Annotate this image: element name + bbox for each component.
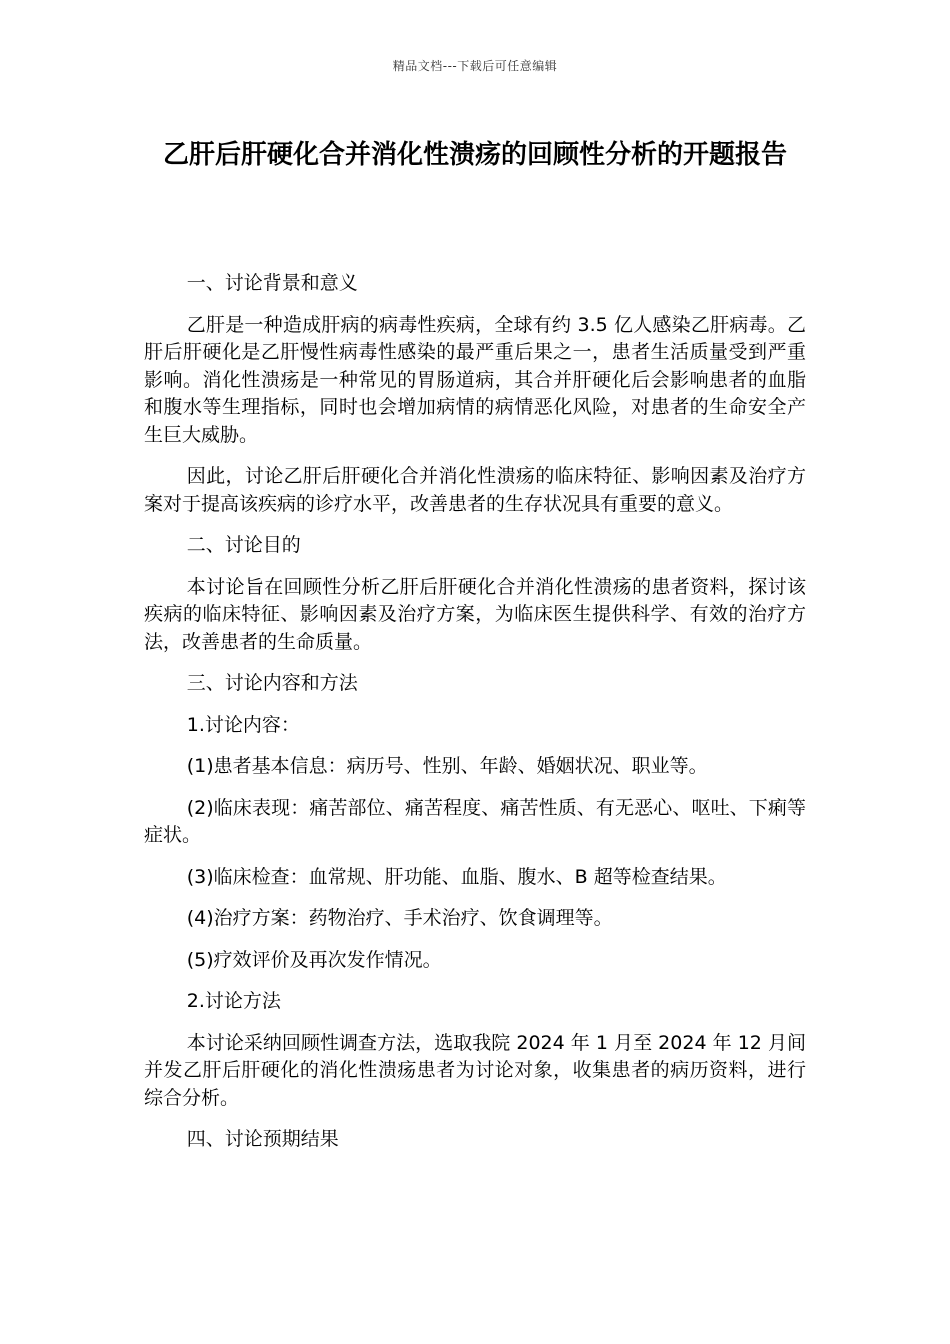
header-note: 精品文档---下载后可任意编辑	[392, 59, 558, 73]
section-heading-background: 一、讨论背景和意义	[186, 272, 358, 294]
list-item-efficacy: (5)疗效评价及再次发作情况。	[186, 948, 442, 971]
paragraph-background-2: 因此，讨论乙肝后肝硬化合并消化性溃疡的临床特征、影响因素及治疗方案对于提高该疾病的诊疗水平，改善患者的生存状况具有重要的意义。	[144, 465, 806, 515]
section-heading-purpose: 二、讨论目的	[186, 534, 301, 556]
paragraph-method: 本讨论采纳回顾性调查方法，选取我院 2024 年 1 月至 2024 年 12 月间并发乙肝后肝硬化的消化性溃疡患者为讨论对象，收集患者的病历资料，进行综合分析。	[144, 1031, 806, 1109]
list-item-treatment: (4)治疗方案：药物治疗、手术治疗、饮食调理等。	[186, 907, 613, 929]
section-heading-content-method: 三、讨论内容和方法	[186, 672, 358, 694]
subheading-content: 1.讨论内容：	[186, 713, 300, 736]
list-item-clinical-signs: (2)临床表现：痛苦部位、痛苦程度、痛苦性质、有无恶心、呕吐、下痢等症状。	[144, 796, 806, 846]
list-item-clinical-exam: (3)临床检查：血常规、肝功能、血脂、腹水、B 超等检查结果。	[186, 865, 727, 888]
subheading-method: 2.讨论方法	[186, 990, 281, 1012]
section-heading-expected-results: 四、讨论预期结果	[186, 1128, 339, 1150]
document-body	[144, 270, 806, 1168]
paragraph-background-1: 乙肝是一种造成肝病的病毒性疾病，全球有约 3.5 亿人感染乙肝病毒。乙肝后肝硬化是乙肝慢性病毒性感染的最严重后果之一，患者生活质量受到严重影响。消化性溃疡是一种常见的胃肠道病，其合并肝硬化后会影响患者的血脂和腹水等生理指标，同时也会增加病情的病情恶化风险，对患者的生命安全产生巨大威胁。	[144, 313, 806, 446]
document-title: 乙肝后肝硬化合并消化性溃疡的回顾性分析的开题报告	[162, 140, 787, 170]
paragraph-purpose: 本讨论旨在回顾性分析乙肝后肝硬化合并消化性溃疡的患者资料，探讨该疾病的临床特征、影响因素及治疗方案，为临床医生提供科学、有效的治疗方法，改善患者的生命质量。	[144, 575, 806, 653]
list-item-basic-info: (1)患者基本信息：病历号、性别、年龄、婚姻状况、职业等。	[186, 755, 708, 777]
